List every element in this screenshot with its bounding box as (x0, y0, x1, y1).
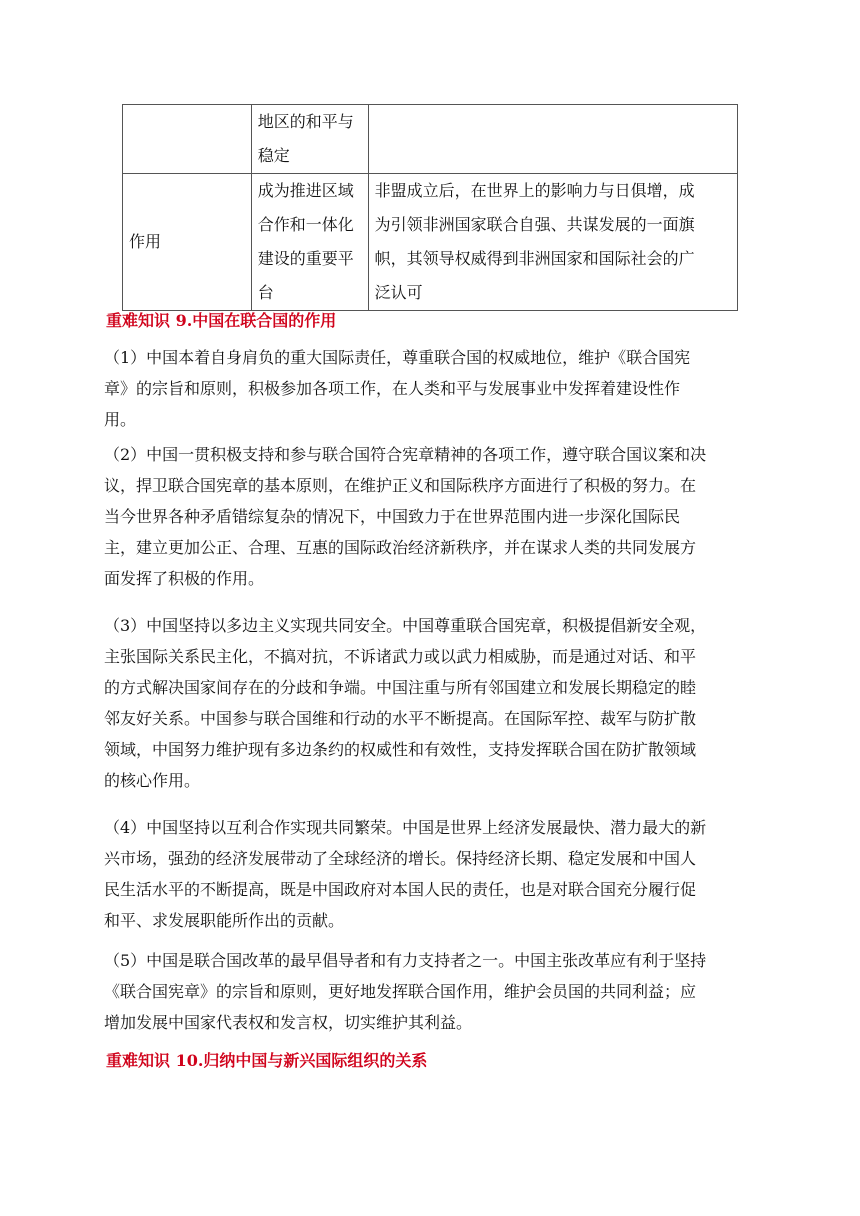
paragraph-2 (104, 439, 764, 594)
cell-text-line: 为引领非洲国家联合自强、共谋发展的一面旗 (374, 215, 695, 234)
cell-text-line: 泛认可 (374, 283, 423, 302)
paragraph-line: （2）中国一贯积极支持和参与联合国符合宪章精神的各项工作，遵守联合国议案和决 (104, 445, 707, 464)
paragraph-3 (104, 610, 764, 796)
paragraph-4 (104, 812, 764, 936)
cell-text-line: 成为推进区域 (257, 181, 354, 200)
paragraph-line: （1）中国本着自身肩负的重大国际责任，尊重联合国的权威地位，维护《联合国宪 (104, 348, 691, 367)
paragraph-line: （3）中国坚持以多边主义实现共同安全。中国尊重联合国宪章，积极提倡新安全观， (104, 616, 707, 635)
cell-text-line: 稳定 (257, 146, 290, 165)
paragraph-line: 邻友好关系。中国参与联合国维和行动的水平不断提高。在国际军控、裁军与防扩散 (104, 709, 697, 728)
cell-text-line: 地区的和平与 (257, 112, 354, 131)
table-cell-empty (368, 105, 737, 174)
paragraph-line: 用。 (104, 410, 137, 429)
paragraph-line: 和平、求发展职能所作出的贡献。 (104, 911, 345, 930)
organization-table (122, 104, 738, 311)
paragraph-line: 兴市场，强劲的经济发展带动了全球经济的增长。保持经济长期、稳定发展和中国人 (104, 849, 697, 868)
cell-text-line: 帜，其领导权威得到非洲国家和国际社会的广 (374, 249, 695, 268)
paragraph-line: 增加发展中国家代表权和发言权，切实维护其利益。 (104, 1013, 473, 1032)
paragraph-line: （5）中国是联合国改革的最早倡导者和有力支持者之一。中国主张改革应有利于坚持 (104, 951, 707, 970)
paragraph-line: 议，捍卫联合国宪章的基本原则，在维护正义和国际秩序方面进行了积极的努力。在 (104, 476, 697, 495)
paragraph-line: 民生活水平的不断提高，既是中国政府对本国人民的责任，也是对联合国充分履行促 (104, 880, 697, 899)
section-heading-9: 重难知识 9.中国在联合国的作用 (106, 311, 337, 330)
table-cell-detail (368, 174, 737, 311)
paragraph-line: 面发挥了积极的作用。 (104, 569, 265, 588)
table-cell-role (251, 174, 368, 311)
paragraph-line: 当今世界各种矛盾错综复杂的情况下，中国致力于在世界范围内进一步深化国际民 (104, 507, 681, 526)
cell-text-line: 合作和一体化 (257, 215, 354, 234)
table-row (123, 174, 738, 311)
paragraph-line: （4）中国坚持以互利合作实现共同繁荣。中国是世界上经济发展最快、潜力最大的新 (104, 818, 707, 837)
table-cell-label (123, 174, 252, 311)
table-cell-role (251, 105, 368, 174)
paragraph-line: 主，建立更加公正、合理、互惠的国际政治经济新秩序，并在谋求人类的共同发展方 (104, 538, 697, 557)
table-row (123, 105, 738, 174)
table-cell-empty (123, 105, 252, 174)
paragraph-line: 章》的宗旨和原则，积极参加各项工作，在人类和平与发展事业中发挥着建设性作 (104, 379, 681, 398)
paragraph-line: 领域，中国努力维护现有多边条约的权威性和有效性，支持发挥联合国在防扩散领域 (104, 740, 697, 759)
section-heading-10: 重难知识 10.归纳中国与新兴国际组织的关系 (106, 1051, 428, 1070)
paragraph-line: 《联合国宪章》的宗旨和原则，更好地发挥联合国作用，维护会员国的共同利益；应 (104, 982, 697, 1001)
paragraph-1 (104, 342, 764, 435)
paragraph-5 (104, 945, 764, 1038)
paragraph-line: 的方式解决国家间存在的分歧和争端。中国注重与所有邻国建立和发展长期稳定的睦 (104, 678, 697, 697)
cell-text-line: 建设的重要平 (257, 249, 354, 268)
row-label: 作用 (129, 232, 162, 251)
cell-text-line: 台 (257, 283, 274, 302)
paragraph-line: 的核心作用。 (104, 771, 201, 790)
paragraph-line: 主张国际关系民主化，不搞对抗，不诉诸武力或以武力相威胁，而是通过对话、和平 (104, 647, 697, 666)
cell-text-line: 非盟成立后，在世界上的影响力与日俱增，成 (374, 181, 695, 200)
